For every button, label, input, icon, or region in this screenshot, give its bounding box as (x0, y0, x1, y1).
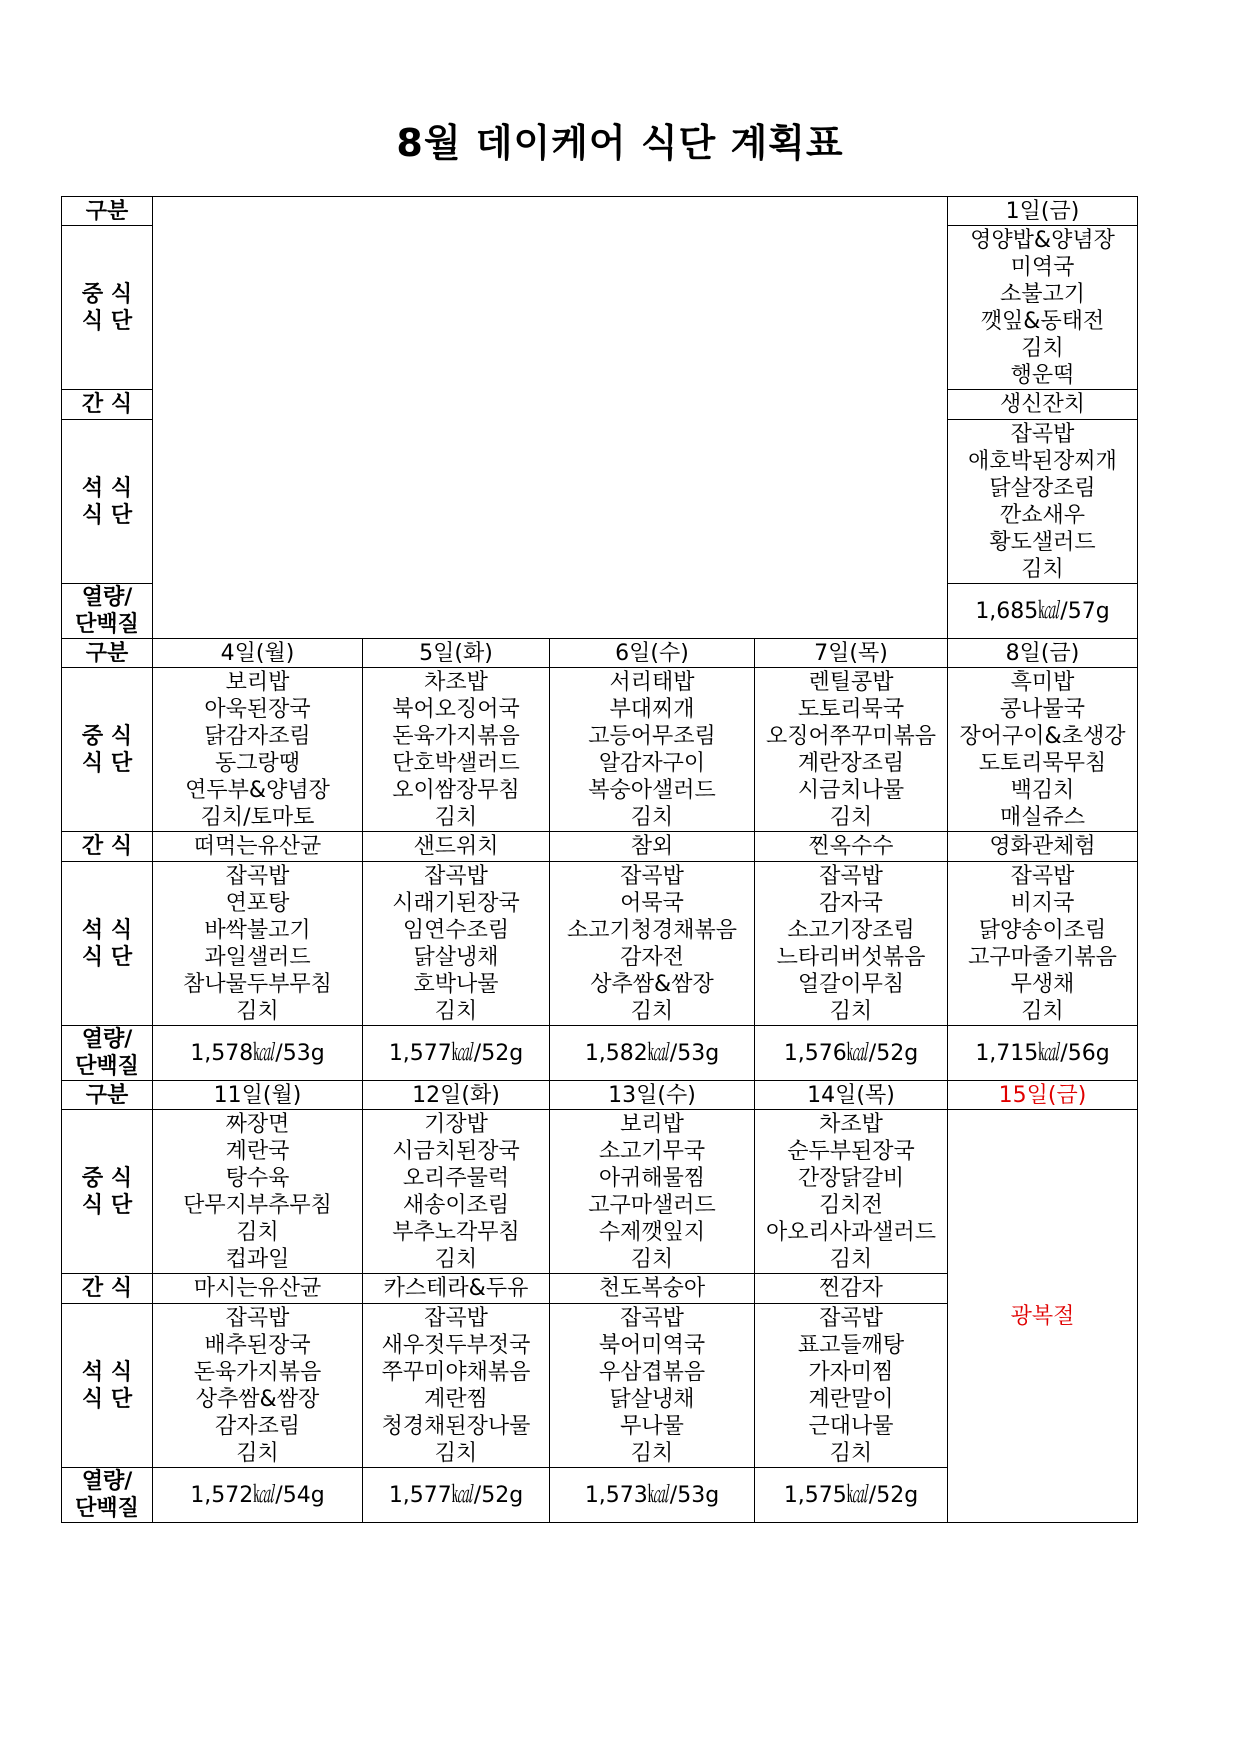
snack-cell: 샌드위치 (363, 832, 550, 862)
label-dinner-text: 석 식 (81, 475, 133, 501)
label-dinner-text: 식 단 (81, 502, 133, 528)
menu-item: 닭살냉채 (609, 1386, 695, 1412)
menu-item: 바싹불고기 (204, 917, 311, 943)
label-gubun-text: 구분 (85, 198, 129, 224)
calorie-cell: 1,576㎉/52g (755, 1026, 948, 1081)
calorie-cell: 1,577㎉/52g (363, 1468, 550, 1523)
label-calorie-text: 단백질 (75, 1054, 139, 1079)
menu-item: 장어구이&초생강 (959, 723, 1126, 749)
menu-item: 차조밥 (819, 1111, 883, 1137)
menu-item: 김치 (829, 998, 873, 1024)
menu-item: 얼갈이무침 (797, 971, 905, 997)
menu-item: 컵과일 (225, 1246, 290, 1272)
snack-cell: 카스테라&두유 (363, 1274, 550, 1304)
date-header: 8일(금) (948, 639, 1138, 668)
menu-item: 소고기무국 (598, 1138, 706, 1164)
menu-item: 아귀해물찜 (598, 1165, 706, 1191)
menu-item: 느타리버섯볶음 (776, 944, 926, 970)
menu-item: 북어오징어국 (392, 696, 520, 722)
menu-item: 김치전 (819, 1192, 883, 1218)
dinner-menu-cell (153, 862, 363, 1026)
snack-row (62, 832, 1138, 862)
label-lunch-text: 중 식 (81, 1165, 133, 1191)
menu-item: 백김치 (1010, 777, 1075, 803)
label-dinner-text: 식 단 (81, 944, 133, 970)
menu-item: 깐쇼새우 (999, 502, 1085, 528)
menu-item: 청경채된장나물 (381, 1413, 531, 1439)
date-header: 11일(월) (153, 1081, 363, 1110)
label-lunch-text: 중 식 (81, 281, 133, 307)
label-snack-text: 간 식 (81, 834, 133, 859)
snack-cell: 마시는유산균 (153, 1274, 363, 1304)
snack-cell: 영화관체험 (948, 832, 1138, 862)
menu-item: 임연수조림 (402, 917, 510, 943)
label-lunch-text: 식 단 (81, 1192, 133, 1218)
menu-item: 알감자구이 (598, 750, 706, 776)
menu-item: 잡곡밥 (424, 1305, 488, 1331)
menu-item: 기장밥 (424, 1111, 488, 1137)
menu-item: 닭살냉채 (413, 944, 499, 970)
menu-item: 시금치된장국 (392, 1138, 520, 1164)
menu-item: 서리태밥 (609, 669, 695, 695)
label-snack (62, 1274, 153, 1304)
dinner-menu-cell (755, 1304, 948, 1468)
date-row (62, 197, 1138, 226)
label-gubun (62, 639, 153, 668)
menu-item: 시금치나물 (797, 777, 905, 803)
calorie-cell: 1,715㎉/56g (948, 1026, 1138, 1081)
menu-item: 닭양송이조림 (978, 917, 1107, 943)
menu-item: 보리밥 (225, 669, 290, 695)
dinner-menu-cell (363, 1304, 550, 1468)
menu-item: 계란장조림 (797, 750, 905, 776)
lunch-menu-cell (363, 1110, 550, 1274)
menu-item: 부대찌개 (609, 696, 695, 722)
date-header: 15일(금) (948, 1081, 1138, 1110)
label-dinner-text: 식 단 (81, 1386, 133, 1412)
label-snack-text: 간 식 (81, 1276, 133, 1301)
menu-item: 잡곡밥 (1010, 421, 1075, 447)
menu-item: 차조밥 (424, 669, 488, 695)
menu-item: 복숭아샐러드 (588, 777, 716, 803)
menu-item: 오이쌈장무침 (392, 777, 520, 803)
label-calorie-text: 열량/ (81, 1469, 133, 1494)
lunch-menu-cell (948, 668, 1138, 832)
date-header: 14일(목) (755, 1081, 948, 1110)
menu-item: 오리주물럭 (402, 1165, 510, 1191)
menu-item: 동그랑땡 (214, 750, 300, 776)
label-calorie (62, 1026, 153, 1081)
menu-item: 탕수육 (225, 1165, 290, 1191)
calorie-row (62, 1026, 1138, 1081)
menu-item: 잡곡밥 (819, 1305, 883, 1331)
calorie-cell: 1,573㎉/53g (550, 1468, 755, 1523)
snack-cell: 찐감자 (755, 1274, 948, 1304)
label-snack-text: 간 식 (81, 392, 133, 417)
menu-item: 소고기장조림 (787, 917, 915, 943)
menu-item: 깻잎&동태전 (980, 308, 1105, 334)
menu-item: 김치 (630, 1246, 674, 1272)
date-header: 7일(목) (755, 639, 948, 668)
date-header: 1일(금) (948, 197, 1138, 226)
lunch-menu-cell (153, 668, 363, 832)
menu-item: 부추노각무침 (392, 1219, 520, 1245)
menu-item: 김치 (829, 1246, 873, 1272)
menu-item: 김치 (1021, 335, 1064, 361)
label-snack (62, 390, 153, 420)
menu-item: 보리밥 (620, 1111, 684, 1137)
date-row (62, 1081, 1138, 1110)
menu-item: 소고기청경채볶음 (566, 917, 738, 943)
lunch-menu-cell (550, 668, 755, 832)
page-title: 8월 데이케어 식단 계획표 (396, 121, 844, 165)
menu-item: 닭감자조림 (204, 723, 311, 749)
menu-item: 김치 (630, 804, 674, 830)
snack-cell: 떠먹는유산균 (153, 832, 363, 862)
calorie-cell: 1,578㎉/53g (153, 1026, 363, 1081)
date-header: 6일(수) (550, 639, 755, 668)
menu-item: 고구마샐러드 (588, 1192, 716, 1218)
calorie-cell: 1,572㎉/54g (153, 1468, 363, 1523)
menu-item: 오징어쭈꾸미볶음 (765, 723, 937, 749)
menu-item: 김치 (630, 1440, 674, 1466)
menu-item: 새우젓두부젓국 (381, 1332, 531, 1358)
label-gubun (62, 1081, 153, 1110)
menu-item: 렌틸콩밥 (808, 669, 894, 695)
menu-item: 도토리묵무침 (978, 750, 1107, 776)
menu-item: 새송이조림 (402, 1192, 510, 1218)
snack-cell: 참외 (550, 832, 755, 862)
label-dinner-text: 석 식 (81, 1359, 133, 1385)
menu-item: 북어미역국 (598, 1332, 706, 1358)
menu-item: 김치 (434, 804, 478, 830)
menu-item: 근대나물 (808, 1413, 894, 1439)
menu-item: 닭살장조림 (989, 475, 1096, 501)
dinner-menu-cell (948, 862, 1138, 1026)
menu-item: 김치 (1021, 556, 1064, 582)
date-row (62, 639, 1138, 668)
menu-item: 잡곡밥 (819, 863, 883, 889)
menu-item: 순두부된장국 (787, 1138, 915, 1164)
menu-item: 고구마줄기볶음 (968, 944, 1117, 970)
menu-item: 계란국 (225, 1138, 290, 1164)
date-header: 4일(월) (153, 639, 363, 668)
label-lunch-text: 식 단 (81, 750, 133, 776)
label-calorie-text: 단백질 (75, 612, 139, 637)
menu-item: 상추쌈&쌈장 (195, 1386, 320, 1412)
date-header: 5일(화) (363, 639, 550, 668)
menu-item: 돈육가지볶음 (193, 1359, 322, 1385)
menu-item: 과일샐러드 (204, 944, 311, 970)
label-dinner (62, 420, 153, 584)
menu-item: 어묵국 (620, 890, 684, 916)
label-dinner (62, 862, 153, 1026)
menu-item: 콩나물국 (999, 696, 1085, 722)
menu-item: 고등어무조림 (588, 723, 716, 749)
menu-item: 수제깻잎지 (598, 1219, 706, 1245)
label-gubun (62, 197, 153, 226)
menu-item: 김치 (1021, 998, 1064, 1024)
menu-item: 김치 (630, 998, 674, 1024)
label-lunch-text: 중 식 (81, 723, 133, 749)
menu-item: 연포탕 (225, 890, 290, 916)
label-calorie-text: 단백질 (75, 1496, 139, 1521)
menu-item: 무나물 (620, 1413, 684, 1439)
menu-item: 행운떡 (1010, 362, 1075, 388)
menu-item: 매실쥬스 (999, 804, 1085, 830)
label-gubun-text: 구분 (85, 1082, 129, 1108)
menu-item: 가자미찜 (808, 1359, 894, 1385)
menu-item: 애호박된장찌개 (968, 448, 1117, 474)
holiday-cell: 광복절 (948, 1110, 1138, 1523)
menu-item: 시래기된장국 (392, 890, 520, 916)
menu-item: 감자조림 (214, 1413, 300, 1439)
menu-item: 비지국 (1010, 890, 1075, 916)
menu-item: 황도샐러드 (989, 529, 1096, 555)
label-calorie-text: 열량/ (81, 585, 133, 610)
menu-item: 감자국 (819, 890, 883, 916)
menu-item: 연두부&양념장 (185, 777, 330, 803)
label-gubun-text: 구분 (85, 640, 129, 666)
lunch-row (62, 1110, 1138, 1274)
snack-cell: 찐옥수수 (755, 832, 948, 862)
lunch-menu-cell (755, 668, 948, 832)
menu-item: 김치 (236, 1440, 279, 1466)
lunch-menu-cell (153, 1110, 363, 1274)
menu-item: 도토리묵국 (797, 696, 905, 722)
label-lunch (62, 1110, 153, 1274)
label-lunch (62, 668, 153, 832)
menu-item: 계란말이 (808, 1386, 894, 1412)
menu-item: 돈육가지볶음 (392, 723, 520, 749)
lunch-menu-cell (363, 668, 550, 832)
snack-cell: 천도복숭아 (550, 1274, 755, 1304)
lunch-menu-cell (550, 1110, 755, 1274)
menu-item: 단무지부추무침 (183, 1192, 332, 1218)
menu-item: 김치 (434, 1440, 478, 1466)
lunch-menu-cell (755, 1110, 948, 1274)
menu-item: 계란찜 (424, 1386, 488, 1412)
meal-plan-table (61, 196, 1138, 1523)
dinner-menu-cell (948, 420, 1138, 584)
menu-item: 잡곡밥 (225, 863, 290, 889)
menu-item: 영양밥&양념장 (970, 227, 1115, 253)
label-dinner (62, 1304, 153, 1468)
calorie-cell: 1,685㎉/57g (948, 584, 1138, 639)
menu-item: 김치 (434, 998, 478, 1024)
menu-item: 김치 (434, 1246, 478, 1272)
menu-item: 김치/토마토 (200, 804, 315, 830)
date-header: 13일(수) (550, 1081, 755, 1110)
menu-item: 김치 (829, 804, 873, 830)
menu-item: 무생채 (1010, 971, 1075, 997)
dinner-menu-cell (363, 862, 550, 1026)
menu-item: 짜장면 (225, 1111, 290, 1137)
calorie-cell: 1,575㎉/52g (755, 1468, 948, 1523)
menu-item: 배추된장국 (204, 1332, 311, 1358)
dinner-menu-cell (153, 1304, 363, 1468)
menu-item: 아욱된장국 (204, 696, 311, 722)
dinner-menu-cell (550, 1304, 755, 1468)
lunch-menu-cell (948, 226, 1138, 390)
calorie-cell: 1,582㎉/53g (550, 1026, 755, 1081)
menu-item: 감자전 (620, 944, 684, 970)
dinner-menu-cell (550, 862, 755, 1026)
date-header: 12일(화) (363, 1081, 550, 1110)
label-lunch (62, 226, 153, 390)
menu-item: 잡곡밥 (1010, 863, 1075, 889)
label-calorie-text: 열량/ (81, 1027, 133, 1052)
dinner-row (62, 862, 1138, 1026)
lunch-row (62, 668, 1138, 832)
menu-item: 잡곡밥 (225, 1305, 290, 1331)
menu-item: 쭈꾸미야채볶음 (381, 1359, 531, 1385)
menu-item: 잡곡밥 (424, 863, 488, 889)
menu-item: 간장닭갈비 (797, 1165, 905, 1191)
menu-item: 우삼겹볶음 (598, 1359, 706, 1385)
menu-item: 흑미밥 (1010, 669, 1075, 695)
menu-item: 표고들깨탕 (797, 1332, 905, 1358)
menu-item: 소불고기 (999, 281, 1085, 307)
menu-item: 김치 (236, 1219, 279, 1245)
label-snack (62, 832, 153, 862)
menu-item: 상추쌈&쌈장 (590, 971, 714, 997)
menu-item: 참나물두부무침 (183, 971, 332, 997)
menu-item: 미역국 (1010, 254, 1075, 280)
menu-item: 호박나물 (413, 971, 499, 997)
label-calorie (62, 584, 153, 639)
dinner-menu-cell (755, 862, 948, 1026)
menu-item: 아오리사과샐러드 (765, 1219, 937, 1245)
label-calorie (62, 1468, 153, 1523)
menu-item: 단호박샐러드 (392, 750, 520, 776)
label-lunch-text: 식 단 (81, 308, 133, 334)
snack-cell: 생신잔치 (948, 390, 1138, 420)
menu-item: 김치 (236, 998, 279, 1024)
label-dinner-text: 석 식 (81, 917, 133, 943)
menu-item: 잡곡밥 (620, 1305, 684, 1331)
menu-item: 잡곡밥 (620, 863, 684, 889)
menu-item: 김치 (829, 1440, 873, 1466)
empty-block (153, 197, 948, 639)
calorie-cell: 1,577㎉/52g (363, 1026, 550, 1081)
